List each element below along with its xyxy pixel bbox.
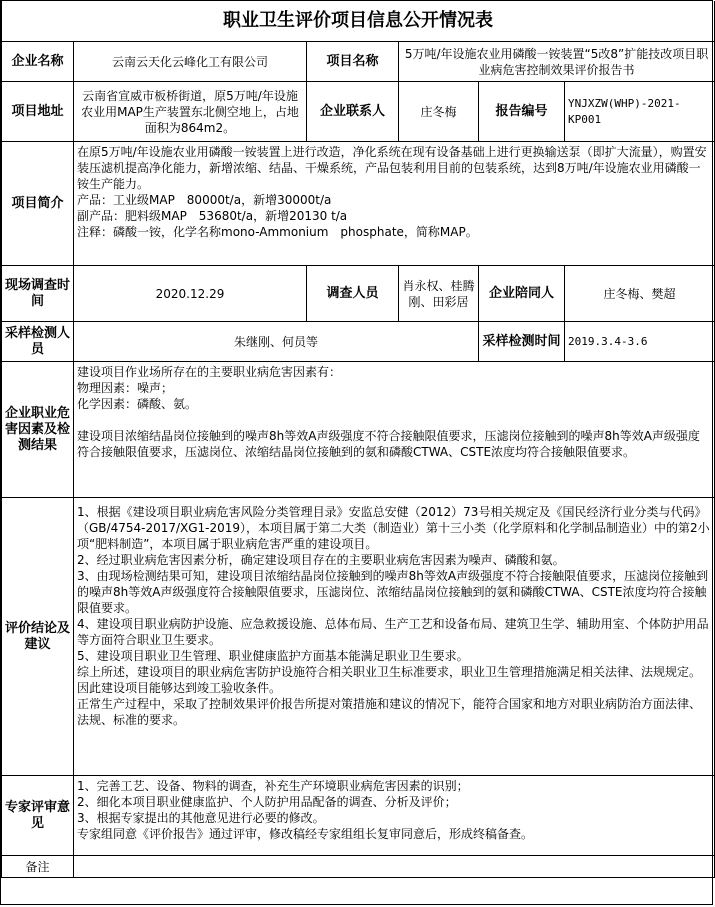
hazard-line: 化学因素：磷酸、氨。 xyxy=(77,397,198,411)
survey-time-label: 现场调查时间 xyxy=(2,266,74,322)
company-contact-value: 庄冬梅 xyxy=(399,82,479,142)
conclusion-line: 1、根据《建设项目职业病危害风险分类管理目录》安监总安健（2012）73号相关规定及《国民经济行业分类与代码》（GB/4754-2017/XG1-2019），本项目属于第二大类（制造业）第十三小类（化学原料和化学制品制造业）中的第2小项“肥料制造”，本项目属于职业病危害严重的建设项目。 xyxy=(77,505,710,551)
intro-line: 产品：工业级MAP 80000t/a，新增30000t/a xyxy=(77,193,332,207)
conclusion-line: 4、建设项目职业病防护设施、应急救援设施、总体布局、生产工艺和设备布局、建筑卫生学、辅助用室、个体防护用品等方面符合职业卫生要求。 xyxy=(77,617,709,647)
expert-line: 3、根据专家提出的其他意见进行必要的修改。 xyxy=(77,811,325,825)
investigators-label: 调查人员 xyxy=(307,266,399,322)
project-intro-label: 项目简介 xyxy=(2,142,74,266)
project-address-value: 云南省宣威市板桥街道，原5万吨/年设施农业用MAP生产装置东北侧空地上，占地面积为864m2。 xyxy=(74,82,307,142)
intro-line: 在原5万吨/年设施农业用磷酸一铵装置上进行改造，净化系统在现有设备基础上进行更换输送泵（即扩大流量），购置安装压滤机提高净化能力，新增浓缩、结晶、干燥系统，产品包装利用目前的包装系统，达到8万吨/年设施农业用磷酸一铵生产能力。 xyxy=(77,145,707,191)
conclusion-line: 5、建设项目职业卫生管理、职业健康监护方面基本能满足职业卫生要求。 xyxy=(77,649,469,663)
hazards-content xyxy=(74,362,715,498)
project-name-label: 项目名称 xyxy=(307,42,399,82)
page-title: 职业卫生评价项目信息公开情况表 xyxy=(2,1,715,42)
conclusion-line: 正常生产过程中，采取了控制效果评价报告所提对策措施和建议的情况下，能符合国家和地方对职业病防治方面法律、法规、标准的要求。 xyxy=(77,697,702,727)
investigators-value: 肖永权、桂腾刚、田彩居 xyxy=(399,266,479,322)
expert-opinion-label: 专家评审意见 xyxy=(2,776,74,856)
conclusion-line: 综上所述，建设项目的职业病危害防护设施符合相关职业卫生标准要求，职业卫生管理措施满足相关法律、法规规定。因此建设项目能够达到竣工验收条件。 xyxy=(77,665,702,695)
survey-time-value: 2020.12.29 xyxy=(74,266,307,322)
expert-line: 专家组同意《评价报告》通过评审，修改稿经专家组组长复审同意后，形成终稿备查。 xyxy=(77,827,534,841)
sampling-staff-value: 朱继刚、何员等 xyxy=(74,322,479,362)
sampling-time-label: 采样检测时间 xyxy=(479,322,565,362)
conclusion-label: 评价结论及建议 xyxy=(2,498,74,776)
company-escort-value: 庄冬梅、樊超 xyxy=(565,266,715,322)
report-no-value: YNJXZW(WHP)-2021-KP001 xyxy=(565,82,715,142)
hazard-line: 建设项目浓缩结晶岗位接触到的噪声8h等效A声级强度不符合接触限值要求，压滤岗位接触到的噪声8h等效A声级强度符合接触限值要求，压滤岗位、浓缩结晶岗位接触到的氨和磷酸CTWA、CSTE浓度均符合接触限值要求。 xyxy=(77,429,700,459)
company-name-value: 云南云天化云峰化工有限公司 xyxy=(74,42,307,82)
remarks-label: 备注 xyxy=(2,856,74,878)
conclusion-line: 3、由现场检测结果可知，建设项目浓缩结晶岗位接触到的噪声8h等效A声级强度不符合接触限值要求，压滤岗位接触到的噪声8h等效A声级强度符合接触限值要求，压滤岗位、浓缩结晶岗位接触到的氨和磷酸CTWA、CSTE浓度均符合接触限值要求。 xyxy=(77,569,709,615)
report-no-label: 报告编号 xyxy=(479,82,565,142)
sampling-staff-label: 采样检测人员 xyxy=(2,322,74,362)
project-name-value: 5万吨/年设施农业用磷酸一铵装置“5改8”扩能技改项目职业病危害控制效果评价报告书 xyxy=(399,42,715,82)
remarks-value xyxy=(74,856,715,878)
project-address-label: 项目地址 xyxy=(2,82,74,142)
sampling-time-value: 2019.3.4-3.6 xyxy=(565,322,715,362)
intro-line: 注释：磷酸一铵，化学名称mono-Ammonium phosphate，简称MAP。 xyxy=(77,225,478,239)
expert-line: 2、细化本项目职业健康监护、个人防护用品配备的调查、分析及评价； xyxy=(77,795,457,809)
hazards-label: 企业职业危害因素及检测结果 xyxy=(2,362,74,498)
company-name-label: 企业名称 xyxy=(2,42,74,82)
conclusion-content xyxy=(74,498,715,776)
hazard-line: 建设项目作业场所存在的主要职业病危害因素有： xyxy=(77,365,342,379)
project-intro-content xyxy=(74,142,715,266)
company-escort-label: 企业陪同人 xyxy=(479,266,565,322)
expert-opinion-content xyxy=(74,776,715,856)
conclusion-line: 2、经过职业病危害因素分析，确定建设项目存在的主要职业病危害因素为噪声、磷酸和氨。 xyxy=(77,553,565,567)
expert-line: 1、完善工艺、设备、物料的调查，补充生产环境职业病危害因素的识别； xyxy=(77,779,469,793)
hazard-line: 物理因素：噪声； xyxy=(77,381,174,395)
info-table xyxy=(1,1,715,878)
hazard-spacer xyxy=(77,412,711,428)
intro-line: 副产品：肥料级MAP 53680t/a，新增20130 t/a xyxy=(77,209,348,223)
company-contact-label: 企业联系人 xyxy=(307,82,399,142)
